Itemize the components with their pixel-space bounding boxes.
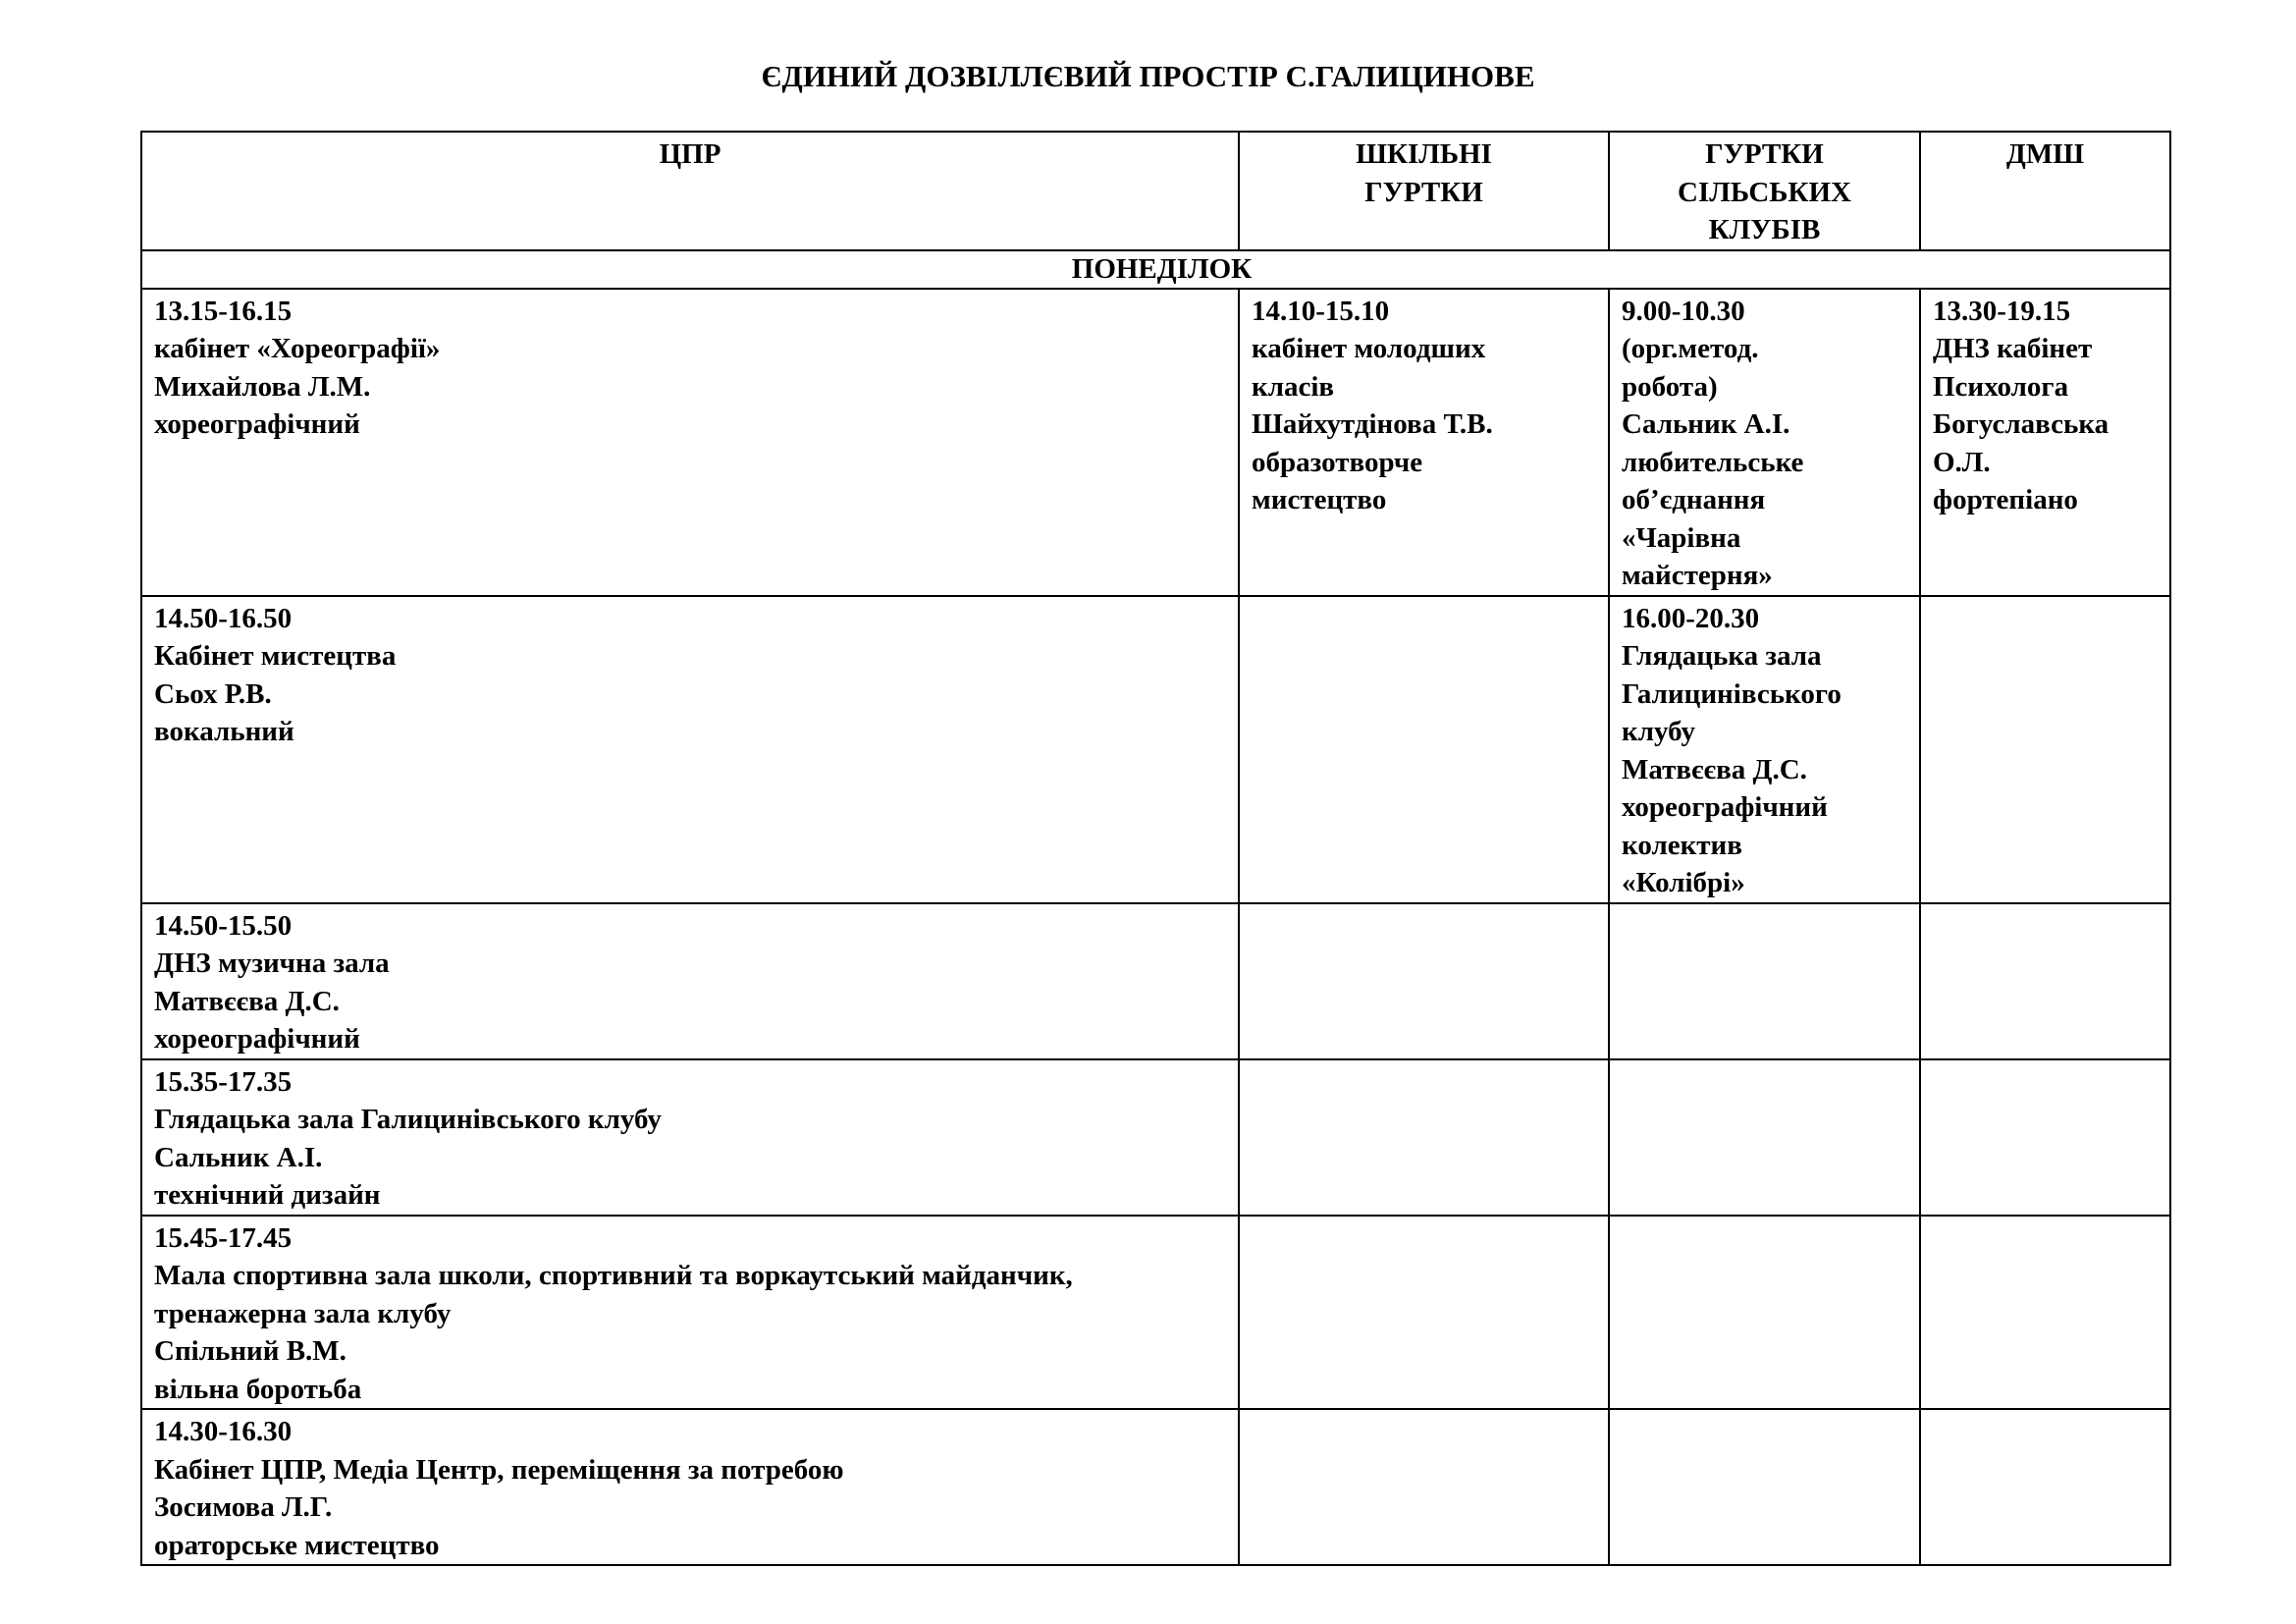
header-line: ГУРТКИ bbox=[1705, 138, 1824, 170]
cell-school-clubs bbox=[1239, 1059, 1609, 1216]
entry-line: ораторське мистецтво bbox=[154, 1529, 440, 1561]
schedule-row bbox=[141, 596, 2170, 903]
entry-line: образотворче bbox=[1252, 446, 1423, 478]
cell-music-school bbox=[1920, 596, 2170, 903]
entry-line: Зосимова Л.Г. bbox=[154, 1491, 333, 1523]
time-range: 14.30-16.30 bbox=[154, 1416, 293, 1447]
header-line: ЦПР bbox=[659, 138, 721, 170]
entry-line: кабінет молодших bbox=[1252, 333, 1486, 364]
entry-line: майстерня» bbox=[1622, 560, 1773, 591]
entry-line: О.Л. bbox=[1933, 446, 1991, 478]
header-line: КЛУБІВ bbox=[1708, 214, 1821, 245]
cell-village-clubs bbox=[1609, 289, 1920, 596]
header-line: ДМШ bbox=[2005, 138, 2085, 170]
entry-line: об’єднання bbox=[1622, 484, 1766, 515]
schedule-row bbox=[141, 1409, 2170, 1565]
entry-line: Матвєєва Д.С. bbox=[154, 985, 340, 1017]
entry-line: хореографічний bbox=[154, 1023, 360, 1055]
cell-school-clubs bbox=[1239, 596, 1609, 903]
schedule-row bbox=[141, 1216, 2170, 1410]
header-line: СІЛЬСЬКИХ bbox=[1678, 176, 1851, 208]
time-range: 13.15-16.15 bbox=[154, 295, 293, 327]
cell-cpr bbox=[141, 596, 1239, 903]
entry-line: ДНЗ музична зала bbox=[154, 947, 390, 979]
time-range: 14.50-16.50 bbox=[154, 602, 293, 634]
entry-line: вокальний bbox=[154, 716, 294, 747]
day-label: ПОНЕДІЛОК bbox=[141, 250, 2170, 289]
time-range: 14.10-15.10 bbox=[1252, 295, 1390, 327]
entry-line: любительське bbox=[1622, 446, 1804, 478]
cell-village-clubs bbox=[1609, 903, 1920, 1059]
entry-line: Сьох Р.В. bbox=[154, 677, 272, 710]
cell-music-school bbox=[1920, 1409, 2170, 1565]
time-range: 13.30-19.15 bbox=[1933, 295, 2071, 327]
cell-cpr bbox=[141, 903, 1239, 1059]
schedule-body bbox=[141, 250, 2170, 1566]
entry-line: Шайхутдінова Т.В. bbox=[1252, 408, 1493, 440]
entry-line: колектив bbox=[1622, 829, 1742, 861]
entry-line: Глядацька зала Галицинівського клубу bbox=[154, 1104, 662, 1135]
entry-line: Спільний В.М. bbox=[154, 1335, 347, 1367]
entry-line: «Чарівна bbox=[1622, 521, 1741, 554]
cell-school-clubs bbox=[1239, 1409, 1609, 1565]
entry-line: мистецтво bbox=[1252, 484, 1387, 515]
schedule-table bbox=[140, 131, 2171, 1566]
entry-line: Психолога bbox=[1933, 370, 2069, 403]
cell-school-clubs bbox=[1239, 289, 1609, 596]
cell-cpr bbox=[141, 1409, 1239, 1565]
entry-line: Сальник А.І. bbox=[1622, 408, 1790, 440]
column-header-cpr bbox=[141, 132, 1239, 250]
time-range: 16.00-20.30 bbox=[1622, 602, 1760, 634]
schedule-row bbox=[141, 1059, 2170, 1216]
entry-line: технічний дизайн bbox=[154, 1179, 381, 1211]
cell-cpr bbox=[141, 1216, 1239, 1410]
entry-line: хореографічний bbox=[1622, 791, 1828, 823]
cell-village-clubs bbox=[1609, 1216, 1920, 1410]
cell-music-school bbox=[1920, 1216, 2170, 1410]
entry-line: Михайлова Л.М. bbox=[154, 370, 371, 403]
entry-line: (орг.метод. bbox=[1622, 333, 1759, 364]
document-title: ЄДИНИЙ ДОЗВІЛЛЄВИЙ ПРОСТІР С.ГАЛИЦИНОВЕ bbox=[761, 59, 1535, 93]
header-row bbox=[141, 132, 2170, 250]
schedule-row bbox=[141, 903, 2170, 1059]
time-range: 15.45-17.45 bbox=[154, 1221, 293, 1254]
entry-line: тренажерна зала клубу bbox=[154, 1297, 452, 1329]
time-range: 15.35-17.35 bbox=[154, 1065, 293, 1098]
column-header-village-clubs bbox=[1609, 132, 1920, 250]
entry-line: Кабінет ЦПР, Медіа Центр, переміщення за потребою bbox=[154, 1453, 844, 1486]
cell-school-clubs bbox=[1239, 903, 1609, 1059]
entry-line: Мала спортивна зала школи, спортивний та воркаутський майданчик, bbox=[154, 1260, 1073, 1291]
header-line: ГУРТКИ bbox=[1364, 176, 1483, 208]
entry-line: хореографічний bbox=[154, 408, 360, 440]
entry-line: ДНЗ кабінет bbox=[1933, 333, 2093, 364]
cell-village-clubs bbox=[1609, 1059, 1920, 1216]
cell-cpr bbox=[141, 1059, 1239, 1216]
entry-line: клубу bbox=[1622, 716, 1695, 747]
entry-line: Сальник А.І. bbox=[154, 1141, 323, 1173]
entry-line: класів bbox=[1252, 370, 1335, 403]
schedule-row bbox=[141, 289, 2170, 596]
entry-line: Богуславська bbox=[1933, 408, 2109, 440]
entry-line: «Колібрі» bbox=[1622, 867, 1745, 898]
entry-line: кабінет «Хореографії» bbox=[154, 333, 441, 364]
cell-village-clubs bbox=[1609, 596, 1920, 903]
entry-line: Глядацька зала bbox=[1622, 640, 1822, 672]
entry-line: вільна боротьба bbox=[154, 1373, 362, 1405]
header-line: ШКІЛЬНІ bbox=[1356, 138, 1492, 170]
cell-music-school bbox=[1920, 1059, 2170, 1216]
entry-line: Матвєєва Д.С. bbox=[1622, 753, 1807, 785]
entry-line: Кабінет мистецтва bbox=[154, 640, 397, 672]
entry-line: Галицинівського bbox=[1622, 677, 1842, 710]
entry-line: фортепіано bbox=[1933, 484, 2078, 515]
column-header-school-clubs bbox=[1239, 132, 1609, 250]
cell-cpr bbox=[141, 289, 1239, 596]
cell-music-school bbox=[1920, 903, 2170, 1059]
time-range: 14.50-15.50 bbox=[154, 909, 293, 942]
column-header-music-school bbox=[1920, 132, 2170, 250]
cell-school-clubs bbox=[1239, 1216, 1609, 1410]
day-row bbox=[141, 250, 2170, 289]
cell-village-clubs bbox=[1609, 1409, 1920, 1565]
cell-music-school bbox=[1920, 289, 2170, 596]
entry-line: робота) bbox=[1622, 370, 1718, 403]
time-range: 9.00-10.30 bbox=[1622, 295, 1745, 327]
